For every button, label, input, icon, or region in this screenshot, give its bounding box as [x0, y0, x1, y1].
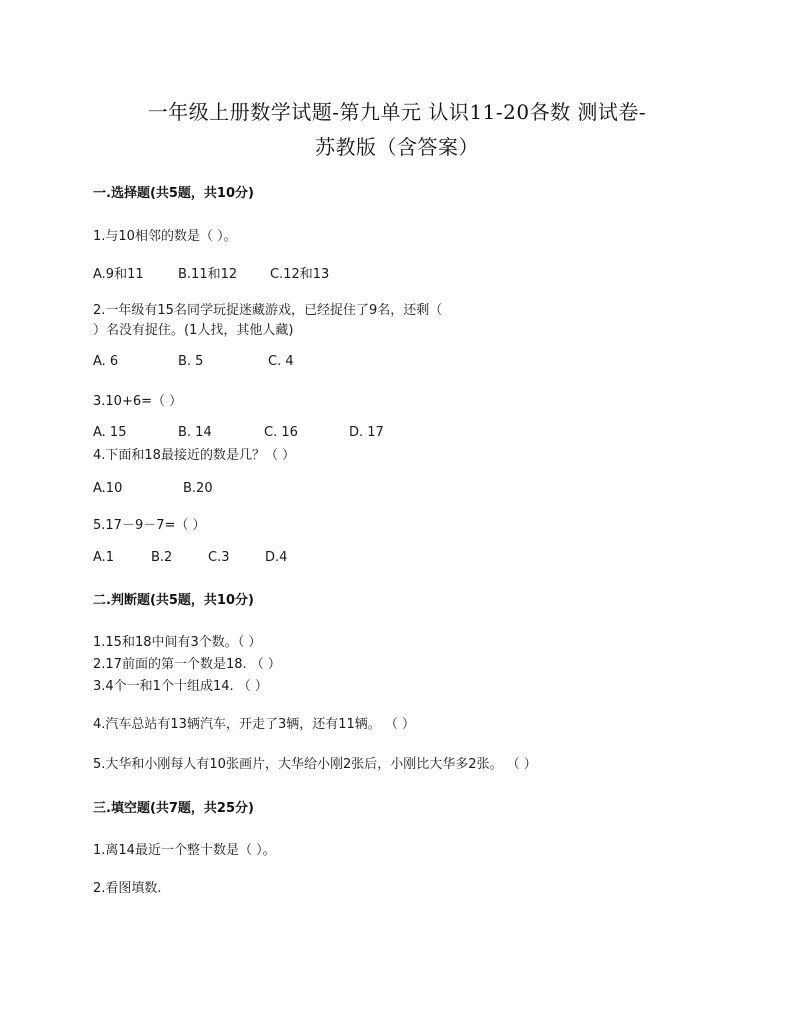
page-title-line-1: 一年级上册数学试题-第九单元 认识11-20各数 测试卷-: [147, 100, 647, 124]
question-1-5-option-b: B.2: [151, 550, 173, 565]
section-1-heading: 一.选择题(共5题，共10分): [93, 186, 254, 201]
question-1-2-option-b: B. 5: [178, 354, 204, 369]
question-1-1-option-b: B.11和12: [178, 267, 238, 282]
question-1-4-option-b: B.20: [183, 481, 213, 496]
question-1-2-option-c: C. 4: [268, 354, 294, 369]
fill-item-1: 1.离14最近一个整十数是（ ）。: [93, 843, 276, 858]
question-1-2-line-1: 2.一年级有15名同学玩捉迷藏游戏，已经捉住了9名，还剩（: [93, 303, 443, 318]
question-1-3-option-a: A. 15: [93, 425, 127, 440]
question-1-5-option-a: A.1: [93, 550, 115, 565]
question-1-4-option-a: A.10: [93, 481, 123, 496]
question-1-3-option-d: D. 17: [349, 425, 384, 440]
question-1-3-option-c: C. 16: [264, 425, 298, 440]
fill-item-2: 2.看图填数.: [93, 881, 162, 896]
judge-item-1: 1.15和18中间有3个数。（ ）: [93, 635, 262, 650]
question-1-4: 4.下面和18最接近的数是几？（ ）: [93, 448, 296, 463]
question-1-3-option-b: B. 14: [178, 425, 212, 440]
judge-item-5: 5.大华和小刚每人有10张画片，大华给小刚2张后，小刚比大华多2张。 （ ）: [93, 757, 537, 772]
page-title-line-2: 苏教版（含答案）: [315, 135, 479, 159]
section-3-heading: 三.填空题(共7题，共25分): [93, 801, 254, 816]
judge-item-4: 4.汽车总站有13辆汽车，开走了3辆，还有11辆。 （ ）: [93, 717, 416, 732]
section-2-heading: 二.判断题(共5题，共10分): [93, 593, 254, 608]
question-1-5-option-c: C.3: [208, 550, 230, 565]
question-1-1: 1.与10相邻的数是（ ）。: [93, 229, 237, 244]
question-1-1-option-c: C.12和13: [270, 267, 330, 282]
judge-item-2: 2.17前面的第一个数是18. （ ）: [93, 657, 281, 672]
question-1-3: 3.10+6=（ ）: [93, 394, 183, 409]
question-1-5-option-d: D.4: [265, 550, 288, 565]
question-1-5: 5.17－9－7=（ ）: [93, 518, 206, 533]
judge-item-3: 3.4个一和1个十组成14. （ ）: [93, 679, 268, 694]
question-1-2-option-a: A. 6: [93, 354, 119, 369]
question-1-2-line-2: ）名没有捉住。(1人找，其他人藏): [93, 323, 294, 338]
question-1-1-option-a: A.9和11: [93, 267, 144, 282]
